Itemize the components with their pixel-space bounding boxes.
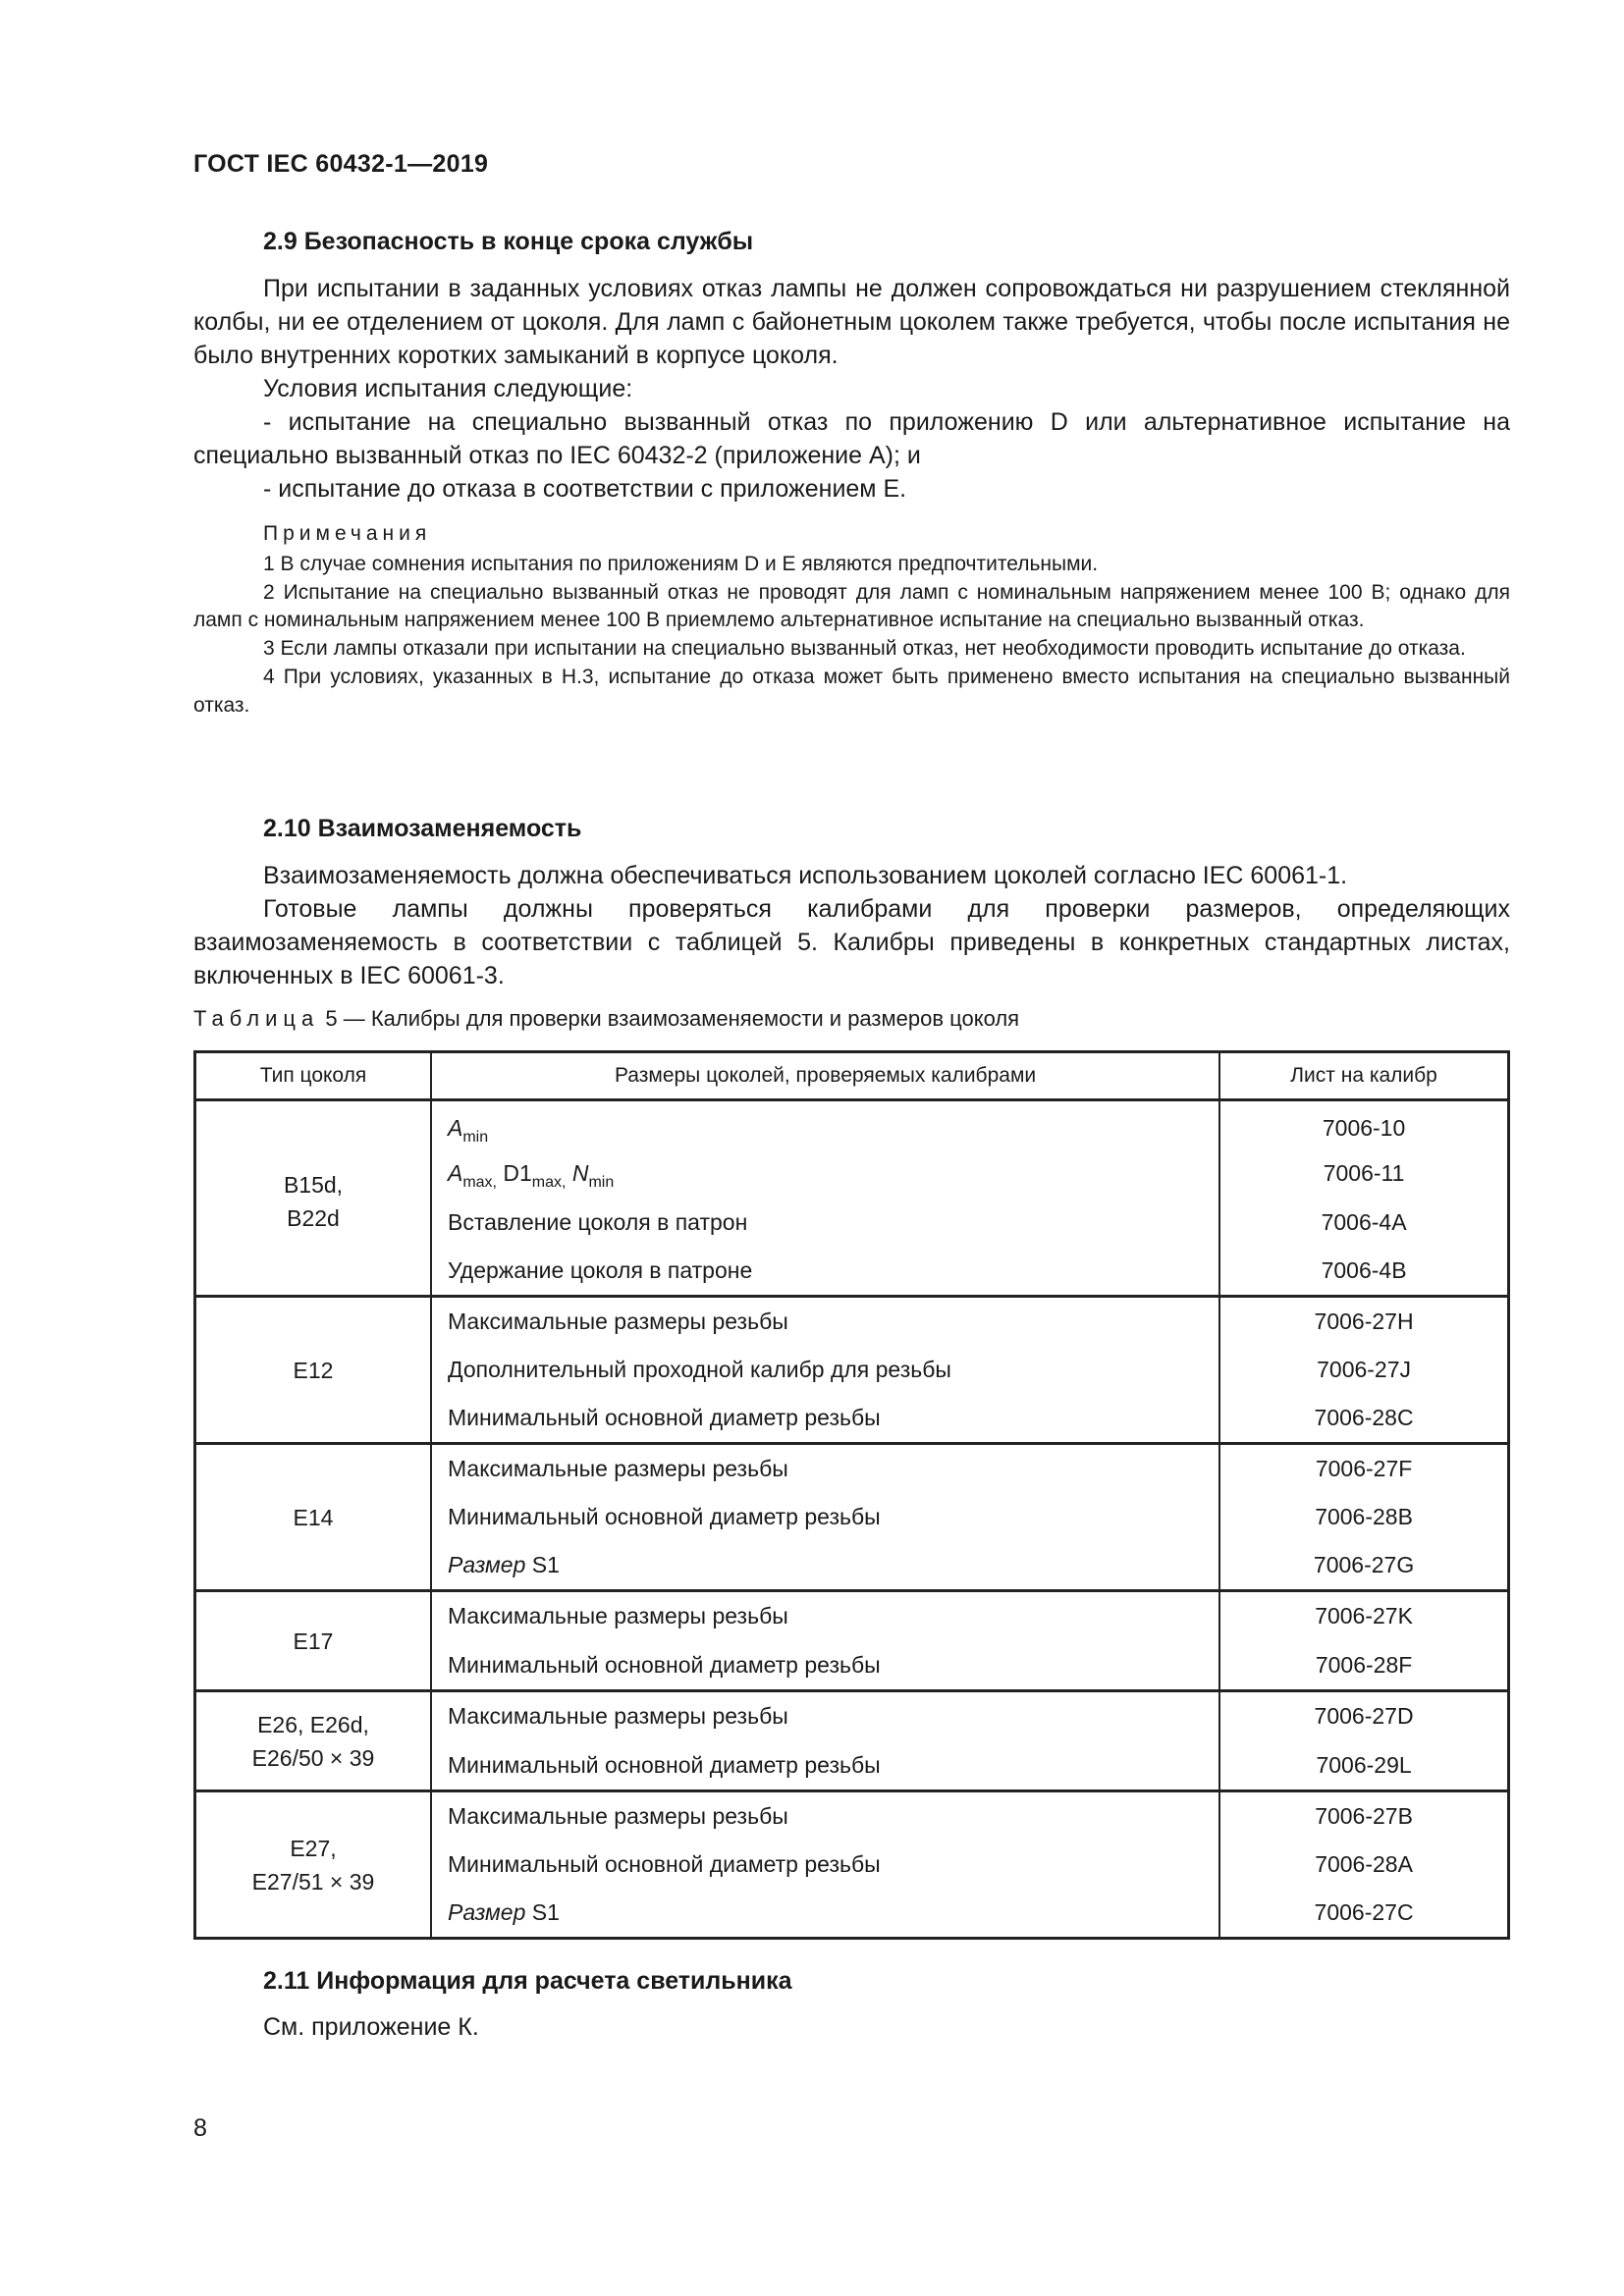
table-group-e17 [195,1591,1509,1691]
paragraph: Готовые лампы должны проверяться калибрами для проверки размеров, определяющих взаимозаменяемость в соответствии с таблицей 5. Калибры приведены в конкретных стандартных листах, включенных в IEC 60061-3. [193,895,1510,989]
base-type-line: E26, E26d, [257,1711,369,1737]
note-item: 1 В случае сомнения испытания по приложениям D и E являются предпочтительными. [263,552,1099,575]
table-row [195,1100,1509,1149]
sheet-cell: 7006-27J [1219,1346,1508,1395]
subscript: max, [462,1174,497,1191]
notes-block [193,520,1510,721]
note-item: 3 Если лампы отказали при испытании на специально вызванный отказ, нет необходимости проводить испытание до отказа. [263,637,1466,661]
base-type-cell: E14 [195,1444,431,1591]
dimension-cell: Минимальный основной диаметр резьбы [431,1741,1219,1791]
table-row [195,1691,1509,1741]
size-label: Размер [447,1899,526,1926]
base-type-cell: E17 [195,1591,431,1691]
dimension-cell: Максимальные размеры резьбы [431,1591,1219,1641]
section-2-9-body [193,272,1510,506]
base-type-line: E26/50 × 39 [251,1744,375,1771]
sheet-cell: 7006-28C [1219,1395,1508,1444]
section-heading-2-10: 2.10 Взаимозаменяемость [263,815,582,842]
subscript: min [588,1174,615,1191]
section-2-11-body [193,2010,1510,2044]
paragraph: - испытание до отказа в соответствии с приложением Е. [263,475,907,503]
section-heading-2-9: 2.9 Безопасность в конце срока службы [263,228,754,255]
table-row [195,1444,1509,1493]
calibers-table [193,1050,1510,1940]
sheet-cell: 7006-4B [1219,1248,1508,1297]
table-row [195,1791,1509,1841]
dimension-cell [431,1890,1219,1939]
table-group-e12 [195,1297,1509,1444]
sheet-cell: 7006-28A [1219,1841,1508,1890]
base-type-line: B22d [287,1204,340,1231]
dimension-cell: Максимальные размеры резьбы [431,1691,1219,1741]
sheet-cell: 7006-27K [1219,1591,1508,1641]
note-item: 4 При условиях, указанных в Н.3, испытание до отказа может быть применено вместо испытания на специально вызванный отказ. [193,665,1510,717]
dimension-cell: Вставление цоколя в патрон [431,1199,1219,1248]
paragraph: См. приложение К. [263,2013,479,2041]
dimension-cell: Максимальные размеры резьбы [431,1791,1219,1841]
sheet-cell: 7006-28B [1219,1493,1508,1542]
size-label: Размер [447,1552,526,1578]
sheet-cell: 7006-29L [1219,1741,1508,1791]
base-type-cell [195,1691,431,1791]
table-group-e14 [195,1444,1509,1591]
sheet-cell: 7006-4A [1219,1199,1508,1248]
base-type-line: E27/51 × 39 [251,1868,375,1895]
dimension-cell: Максимальные размеры резьбы [431,1297,1219,1346]
page-number: 8 [193,2114,207,2142]
dimension-cell: Дополнительный проходной калибр для резьбы [431,1346,1219,1395]
dimension-cell: Минимальный основной диаметр резьбы [431,1395,1219,1444]
section-heading-2-11: 2.11 Информация для расчета светильника [263,1967,792,1995]
column-header-gauge-sheet: Лист на калибр [1219,1052,1508,1100]
sheet-cell: 7006-28F [1219,1641,1508,1691]
sheet-cell: 7006-27C [1219,1890,1508,1939]
dimension-cell [431,1149,1219,1199]
dimension-cell [431,1100,1219,1149]
column-header-base-type: Тип цоколя [195,1052,431,1100]
table-group-e26 [195,1691,1509,1791]
sheet-cell: 7006-27F [1219,1444,1508,1493]
paragraph: - испытание на специально вызванный отказ по приложению D или альтернативное испытание на специально вызванный отказ по IEC 60432-2 (приложение А); и [193,408,1510,469]
paragraph: Взаимозаменяемость должна обеспечиваться использованием цоколей согласно IEC 60061-1. [263,862,1348,889]
subscript: max, [531,1174,567,1191]
dimension-cell: Минимальный основной диаметр резьбы [431,1841,1219,1890]
symbol-a: A [447,1114,463,1141]
base-type-line: E27, [290,1835,337,1861]
sheet-cell: 7006-10 [1219,1100,1508,1149]
subscript: min [462,1128,489,1146]
base-type-line: B15d, [283,1171,344,1198]
sheet-cell: 7006-27B [1219,1791,1508,1841]
sheet-cell: 7006-27H [1219,1297,1508,1346]
dimension-cell: Удержание цоколя в патроне [431,1248,1219,1297]
dimension-cell: Минимальный основной диаметр резьбы [431,1641,1219,1691]
dimension-cell [431,1542,1219,1591]
note-item: 2 Испытание на специально вызванный отказ не проводят для ламп с номинальным напряжением менее 100 В; однако для ламп с номинальным напряжением менее 100 В приемлемо альтернативное испытание на специально вызванный отказ. [193,580,1510,632]
paragraph: При испытании в заданных условиях отказ лампы не должен сопровождаться ни разрушением стеклянной колбы, ни ее отделением от цоколя. Для ламп с байонетным цоколем также требуется, чтобы после испытания не было внутренних коротких замыканий в корпусе цоколя. [193,275,1510,369]
table-caption [193,1006,1019,1032]
base-type-cell [195,1791,431,1939]
paragraph: Условия испытания следующие: [263,375,633,402]
size-code: S1 [525,1552,560,1578]
section-2-10-body [193,859,1510,992]
table-group-e27 [195,1791,1509,1939]
size-code: S1 [525,1899,560,1926]
table-row [195,1297,1509,1346]
table-row [195,1591,1509,1641]
column-header-dimensions: Размеры цоколей, проверяемых калибрами [431,1052,1219,1100]
dimension-cell: Минимальный основной диаметр резьбы [431,1493,1219,1542]
notes-title: Примечания [263,522,432,545]
table-caption-label: Таблица [193,1006,320,1031]
symbol-a: A [447,1160,463,1186]
base-type-cell: E12 [195,1297,431,1444]
dimension-cell: Максимальные размеры резьбы [431,1444,1219,1493]
sheet-cell: 7006-27G [1219,1542,1508,1591]
document-header: ГОСТ IEC 60432-1—2019 [193,150,489,178]
table-group-b15d [195,1100,1509,1297]
sheet-cell: 7006-11 [1219,1149,1508,1199]
symbol-n: N [566,1160,589,1186]
symbol-d1: D1 [497,1160,532,1186]
table-caption-text: 5 — Калибры для проверки взаимозаменяемости и размеров цоколя [325,1006,1020,1031]
sheet-cell: 7006-27D [1219,1691,1508,1741]
base-type-cell [195,1100,431,1297]
